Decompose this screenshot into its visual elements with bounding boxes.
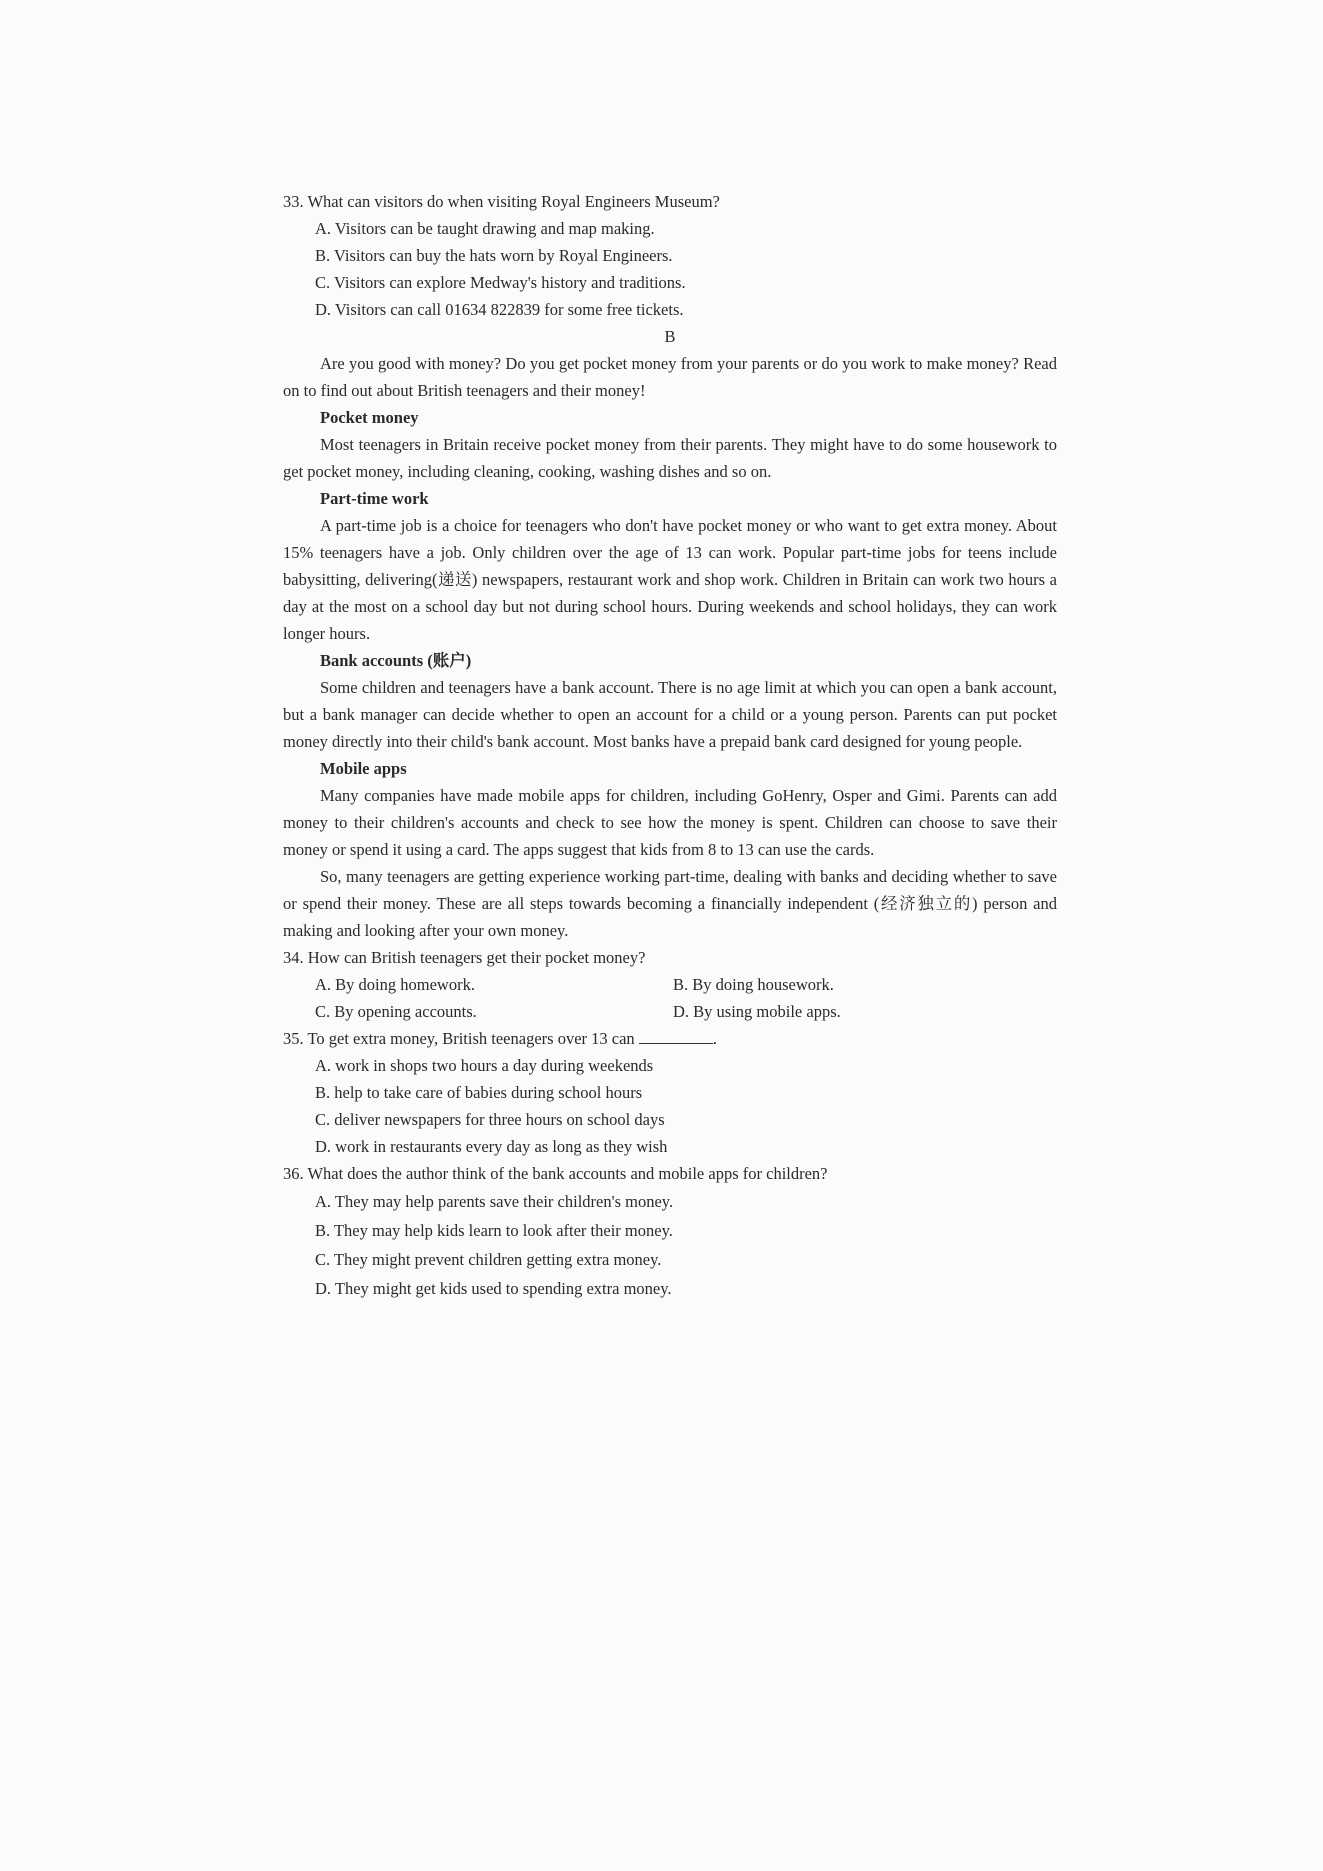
question-34-stem: 34. How can British teenagers get their pocket money? — [283, 948, 646, 967]
passage-intro: Are you good with money? Do you get pocket money from your parents or do you work to make money? Read on to find out about British teenagers and their money! — [283, 354, 1057, 400]
section-label: B — [664, 327, 676, 346]
question-36-option-a: A. They may help parents save their children's money. — [315, 1192, 674, 1211]
question-33-stem: 33. What can visitors do when visiting Royal Engineers Museum? — [283, 192, 720, 211]
heading-bank-accounts: Bank accounts (账户) — [320, 651, 472, 670]
question-35-option-a: A. work in shops two hours a day during weekends — [315, 1056, 654, 1075]
exam-content — [283, 188, 1057, 1303]
question-34-option-b: B. By doing housework. — [673, 975, 834, 994]
heading-mobile-apps: Mobile apps — [320, 759, 407, 778]
heading-part-time-work: Part-time work — [320, 489, 429, 508]
paragraph-mobile-apps: Many companies have made mobile apps for children, including GoHenry, Osper and Gimi. Parents can add money to their children's accounts and check to see how the money is spent. Children can choose to save their money or spend it using a card. The apps suggest that kids from 8 to 13 can use the cards. — [283, 786, 1057, 859]
heading-pocket-money: Pocket money — [320, 408, 419, 427]
question-36-option-c: C. They might prevent children getting extra money. — [315, 1250, 662, 1269]
question-34-option-a: A. By doing homework. — [315, 975, 475, 994]
question-36-stem: 36. What does the author think of the bank accounts and mobile apps for children? — [283, 1164, 828, 1183]
question-36-option-d: D. They might get kids used to spending extra money. — [315, 1279, 672, 1298]
question-33-option-b: B. Visitors can buy the hats worn by Royal Engineers. — [315, 246, 673, 265]
paragraph-bank-accounts: Some children and teenagers have a bank account. There is no age limit at which you can open a bank account, but a bank manager can decide whether to open an account for a child or a young person. Parents can put pocket money directly into their child's bank account. Most banks have a prepaid bank card designed for young people. — [283, 678, 1057, 751]
paragraph-part-time-work: A part-time job is a choice for teenagers who don't have pocket money or who want to get extra money. About 15% teenagers have a job. Only children over the age of 13 can work. Popular part-time jobs for teens include babysitting, delivering(递送) newspapers, restaurant work and shop work. Children in Britain can work two hours a day at the most on a school day but not during school hours. During weekends and school holidays, they can work longer hours. — [283, 516, 1057, 643]
answer-blank — [639, 1029, 713, 1044]
question-35-option-b: B. help to take care of babies during school hours — [315, 1083, 643, 1102]
question-34-options-row-1 — [315, 971, 1057, 998]
question-35-option-d: D. work in restaurants every day as long as they wish — [315, 1137, 668, 1156]
question-35-stem-end: . — [712, 1029, 717, 1048]
paragraph-pocket-money: Most teenagers in Britain receive pocket money from their parents. They might have to do some housework to get pocket money, including cleaning, cooking, washing dishes and so on. — [283, 435, 1057, 481]
question-36-option-b: B. They may help kids learn to look after their money. — [315, 1221, 673, 1240]
question-35-line — [283, 1025, 1057, 1052]
passage-conclusion: So, many teenagers are getting experience working part-time, dealing with banks and deciding whether to save or spend their money. These are all steps towards becoming a financially independent (经济独立的) person and making and looking after your own money. — [283, 867, 1057, 940]
question-34-option-c: C. By opening accounts. — [315, 1002, 477, 1021]
question-33-option-c: C. Visitors can explore Medway's history and traditions. — [315, 273, 686, 292]
question-35-stem: 35. To get extra money, British teenagers over 13 can — [283, 1029, 635, 1048]
question-34-options-row-2 — [315, 998, 1057, 1025]
question-35-option-c: C. deliver newspapers for three hours on school days — [315, 1110, 665, 1129]
question-34-option-d: D. By using mobile apps. — [673, 1002, 841, 1021]
question-33-option-d: D. Visitors can call 01634 822839 for some free tickets. — [315, 300, 684, 319]
question-33-option-a: A. Visitors can be taught drawing and map making. — [315, 219, 655, 238]
